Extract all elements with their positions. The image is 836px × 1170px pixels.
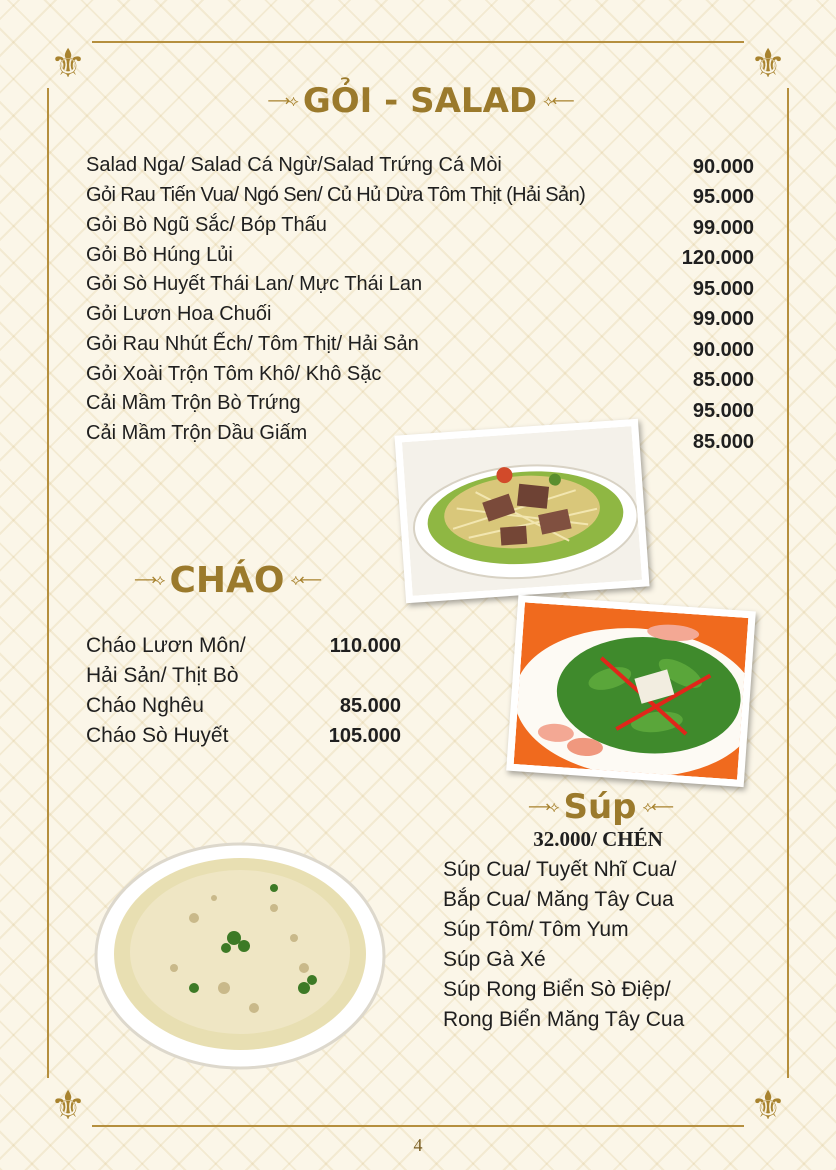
crab-soup-photo [94,838,386,1070]
beef-salad-photo [394,419,649,604]
list-item: Cháo Lươn Môn/ [86,634,246,657]
list-item: Gỏi Lươn Hoa Chuối [86,303,272,325]
item-price: 99.000 [692,308,754,330]
corner-ornament-top-right: ⚜ [750,41,786,87]
item-price: 90.000 [692,156,754,178]
arrow-ornament-left-icon: ⟶⟡ [267,91,297,110]
arrow-ornament-right-icon: ⟡⟵ [290,570,321,589]
item-price: 95.000 [692,400,754,422]
page-number: 4 [413,1135,423,1155]
corner-ornament-bottom-right: ⚜ [750,1083,786,1129]
list-item: Súp Gà Xé [443,948,546,971]
frame-left-line [47,88,49,1078]
list-item: Cải Mầm Trộn Dầu Giấm [86,422,308,444]
list-item: Gỏi Rau Tiến Vua/ Ngó Sen/ Củ Hủ Dừa Tôm Thịt (Hải Sản) [86,184,586,206]
arrow-ornament-left-icon: ⟶⟡ [133,570,164,589]
beef-salad-image [402,426,642,596]
item-price: 85.000 [692,431,754,453]
list-item-continuation: Rong Biển Măng Tây Cua [443,1008,685,1031]
item-price: 105.000 [328,725,401,747]
item-price: 120.000 [681,247,754,269]
item-price: 90.000 [692,339,754,361]
item-price: 85.000 [339,695,401,717]
list-item: Gỏi Bò Ngũ Sắc/ Bóp Thấu [86,214,327,236]
salad-title-text: GỎI - SALAD [302,81,538,121]
arrow-ornament-right-icon: ⟡⟵ [543,91,573,110]
list-item: Súp Cua/ Tuyết Nhĩ Cua/ [443,858,677,881]
arrow-ornament-right-icon: ⟡⟵ [642,797,673,816]
seafood-salad-image [514,602,749,779]
salad-section-title [260,78,580,124]
corner-ornament-top-left: ⚜ [50,41,86,87]
list-item-continuation: Bắp Cua/ Măng Tây Cua [443,888,674,911]
crab-soup-image [94,838,386,1070]
list-item: Súp Tôm/ Tôm Yum [443,918,629,941]
list-item: Gỏi Sò Huyết Thái Lan/ Mực Thái Lan [86,273,423,295]
list-item: Gỏi Bò Húng Lủi [86,244,233,266]
list-item: Cải Mầm Trộn Bò Trứng [86,392,301,414]
item-price: 95.000 [692,278,754,300]
chao-section-title [112,556,342,604]
item-price: 85.000 [692,369,754,391]
arrow-ornament-left-icon: ⟶⟡ [527,797,558,816]
chao-title-text: CHÁO [169,559,285,601]
seafood-salad-photo [506,595,756,787]
list-item: Salad Nga/ Salad Cá Ngừ/Salad Trứng Cá Mòi [86,154,502,176]
frame-right-line [787,88,789,1078]
sup-price-note: 32.000/ CHÉN [533,827,663,851]
frame-top-line [92,41,744,43]
list-item: Gỏi Rau Nhút Ếch/ Tôm Thịt/ Hải Sản [86,333,419,355]
list-item: Cháo Sò Huyết [86,724,229,747]
frame-bottom-line [92,1125,744,1127]
list-item: Cháo Nghêu [86,694,204,717]
corner-ornament-bottom-left: ⚜ [50,1083,86,1129]
list-item-continuation: Hải Sản/ Thịt Bò [86,664,239,687]
list-item: Súp Rong Biển Sò Điệp/ [443,978,671,1001]
list-item: Gỏi Xoài Trộn Tôm Khô/ Khô Sặc [86,363,382,385]
sup-title-text: Súp [563,787,637,827]
item-price: 99.000 [692,217,754,239]
item-price: 110.000 [329,635,401,657]
sup-section-title [500,782,700,832]
item-price: 95.000 [692,186,754,208]
